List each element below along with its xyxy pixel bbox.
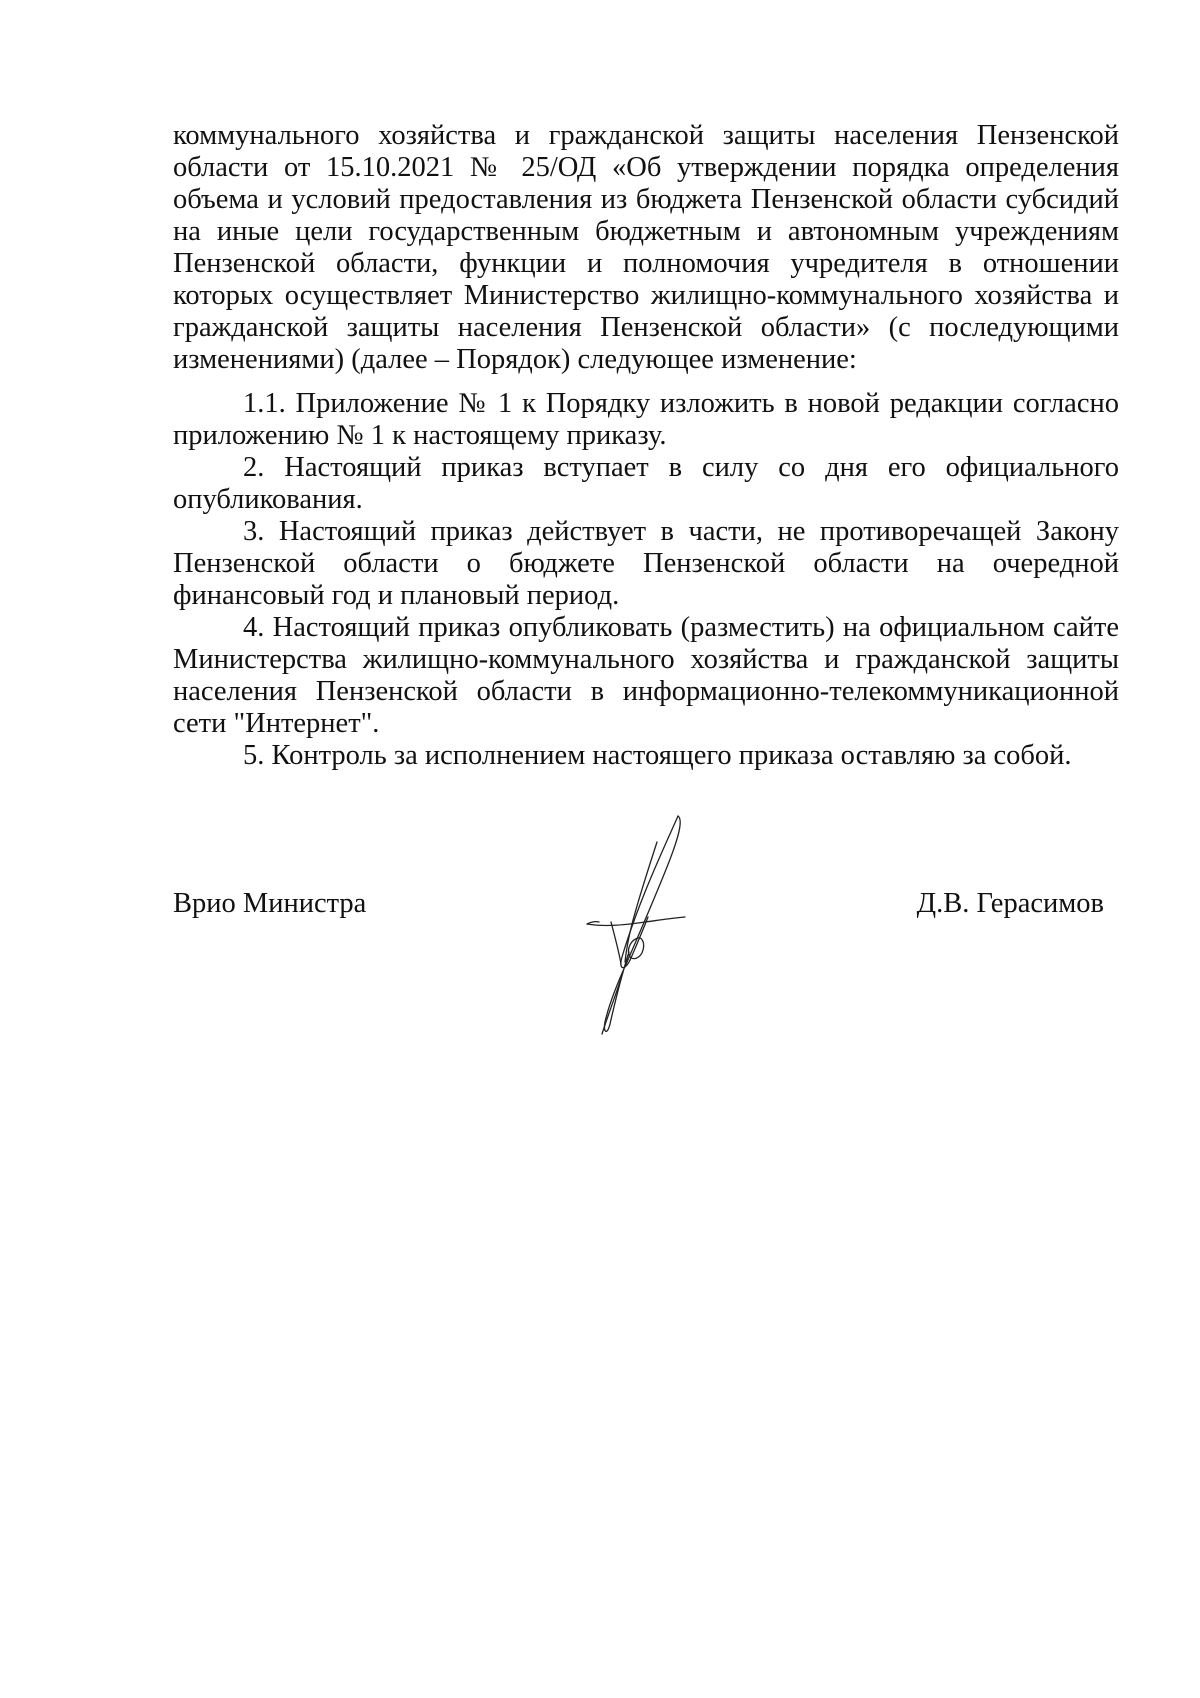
signatory-name: Д.В. Герасимов <box>916 888 1104 919</box>
handwritten-signature <box>585 812 695 1037</box>
order-item-1-1: 1.1. Приложение № 1 к Порядку изложить в новой редакции согласно приложению № 1 к настоящему приказу. <box>173 388 1119 451</box>
order-item-3: 3. Настоящий приказ действует в части, не противоречащей Закону Пензенской области о бюджете Пензенской области на очередной финансовый год и плановый период. <box>173 516 1119 611</box>
paragraph-gap <box>173 376 1119 388</box>
intro-paragraph: коммунального хозяйства и гражданской защиты населения Пензенской области от 15.10.2021 № 25/ОД «Об утверждении порядка определения объема и условий предоставления из бюджета Пензенской области субсидий на иные цели государственным бюджетным и автономным учреждениям Пензенской области, функции и полномочия учредителя в отношении которых осуществляет Министерство жилищно-коммунального хозяйства и гражданской защиты населения Пензенской области» (с последующими изменениями) (далее – Порядок) следующее изменение: <box>173 120 1119 375</box>
order-item-4: 4. Настоящий приказ опубликовать (разместить) на официальном сайте Министерства жилищно-коммунального хозяйства и гражданской защиты населения Пензенской области в информационно-телекоммуникационной сети "Интернет". <box>173 612 1119 739</box>
document-body <box>173 120 1119 772</box>
signatory-title: Врио Министра <box>173 888 367 919</box>
order-item-2: 2. Настоящий приказ вступает в силу со дня его официального опубликования. <box>173 452 1119 515</box>
order-item-5: 5. Контроль за исполнением настоящего приказа оставляю за собой. <box>243 740 1072 771</box>
